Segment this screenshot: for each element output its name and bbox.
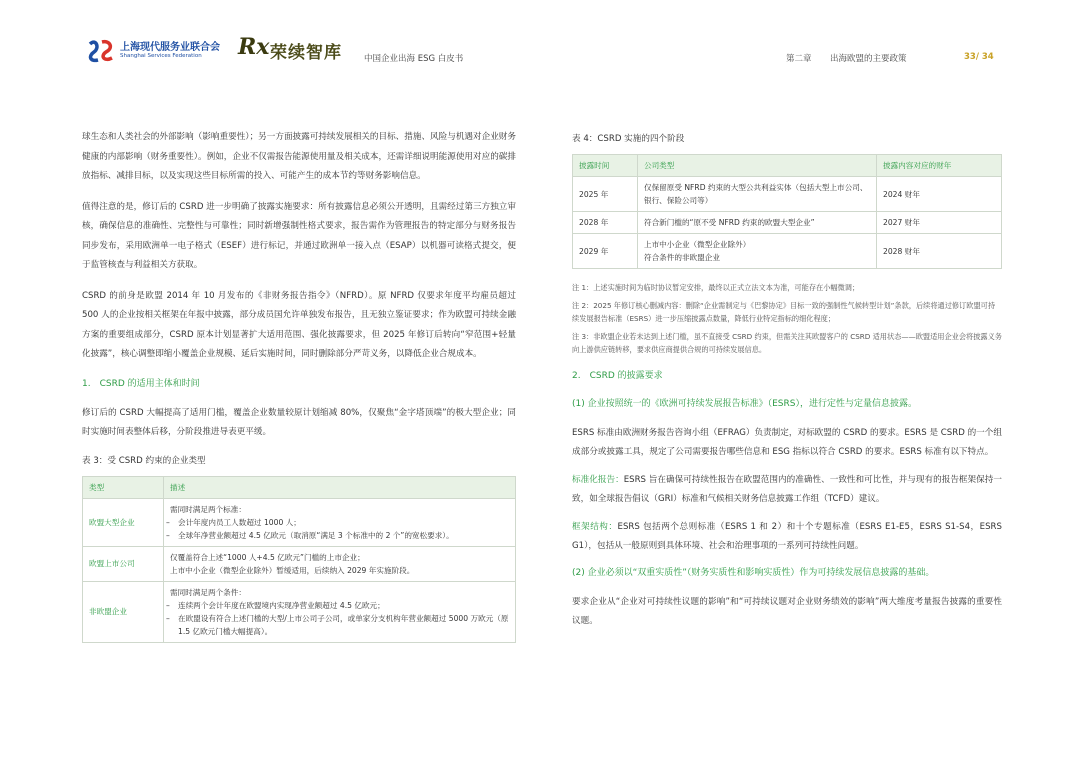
- table-cell: [164, 498, 516, 546]
- paragraph: ESRS 标准由欧洲财务报告咨询小组（EFRAG）负责制定，对标欧盟的 CSRD 的要求。ESRS 是 CSRD 的一个组成部分或披露工具，规定了公司需要报告哪些信息和 ESG 指标以符合 CSRD 的要求。ESRS 标准有以下特点。: [572, 428, 1002, 457]
- table-cell: 符合新门槛的“原不受 NFRD 约束的欧盟大型企业”: [638, 212, 877, 234]
- cell-line: 需同时满足两个标准：: [170, 504, 246, 514]
- table-cell: 2029 年: [573, 234, 638, 269]
- section-heading: 2. CSRD 的披露要求: [572, 371, 663, 381]
- cell-line: – 在欧盟设有符合上述门槛的大型/上市公司子公司，或单家分支机构年营业额超过 5000 万欧元（原 1.5 亿欧元门槛大幅提高）。: [170, 612, 509, 638]
- table-cell: 2028 财年: [877, 234, 1002, 269]
- left-column: [82, 128, 516, 643]
- org-name: 上海现代服务业联合会: [120, 42, 220, 53]
- cell-line: – 会计年度内员工人数超过 1000 人；: [170, 516, 509, 529]
- table-header-cell: 披露时间: [573, 155, 638, 177]
- table-row: [83, 498, 516, 546]
- table-cell: 仅保留原受 NFRD 约束的大型公共利益实体（包括大型上市公司、银行、保险公司等）: [638, 177, 877, 212]
- table-row: [83, 581, 516, 642]
- cell-line: – 全球年净营业额超过 4.5 亿欧元（取消原“满足 3 个标准中的 2 个”的宽松要求）。: [170, 529, 509, 542]
- table-caption: 表 4：CSRD 实施的四个阶段: [572, 134, 685, 144]
- table-cell: 欧盟上市公司: [83, 546, 164, 581]
- org-name-en: Shanghai Services Federation: [120, 53, 202, 59]
- table-cell: 欧盟大型企业: [83, 498, 164, 546]
- table-header-cell: 描述: [164, 476, 516, 498]
- phase-table: [572, 154, 1002, 269]
- table-cell: 2028 年: [573, 212, 638, 234]
- table-row: [83, 546, 516, 581]
- table-cell: 非欧盟企业: [83, 581, 164, 642]
- table-header-cell: 披露内容对应的财年: [877, 155, 1002, 177]
- paragraph-label: 标准化报告：: [572, 475, 624, 485]
- subsection-heading: (1) 企业按照统一的《欧洲可持续发展报告标准》（ESRS），进行定性与定量信息披露。: [572, 399, 917, 409]
- brand-mark: Rx: [238, 34, 270, 60]
- table-cell: 2025 年: [573, 177, 638, 212]
- doc-title: 中国企业出海 ESG 白皮书: [364, 54, 464, 64]
- page-number: 33/ 34: [964, 52, 994, 62]
- table-cell: 2024 财年: [877, 177, 1002, 212]
- table-header-row: [573, 155, 1002, 177]
- brand-name: 荣续智库: [270, 43, 342, 63]
- table-note: 注 1：上述实施时间为临时协议暂定安排，最终以正式立法文本为准，可能存在小幅微调；: [572, 283, 860, 292]
- table-note: 注 3：非欧盟企业若未达到上述门槛，虽不直接受 CSRD 约束，但需关注其欧盟客户的 CSRD 适用状态——欧盟适用企业会将披露义务向上游供应链转移，要求供应商提供合规的可持续发展信息。: [572, 332, 1002, 354]
- company-type-table: [82, 476, 516, 643]
- paragraph-text: ESRS 旨在确保可持续性报告在欧盟范围内的准确性、一致性和可比性，并与现有的报告框架保持一致，如全球报告倡议（GRI）标准和气候相关财务信息披露工作组（TCFD）建议。: [572, 475, 1002, 504]
- paragraph: 球生态和人类社会的外部影响（影响重要性）；另一方面披露可持续发展相关的目标、措施、风险与机遇对企业财务健康的内部影响（财务重要性）。例如，企业不仅需报告能源使用量及相关成本，还需详细说明能源使用对应的碳排放指标、减排目标，以及实现这些目标所需的投入、可能产生的成本节约等财务影响信息。: [82, 132, 516, 181]
- table-cell: 2027 财年: [877, 212, 1002, 234]
- table-cell: [164, 546, 516, 581]
- cell-line: 上市中小企业（微型企业除外）暂缓适用，后续纳入 2029 年实施阶段。: [170, 565, 415, 575]
- cell-line: 仅覆盖符合上述“1000 人+4.5 亿欧元”门槛的上市企业；: [170, 552, 365, 562]
- section-label: 出海欧盟的主要政策: [830, 54, 907, 64]
- table-row: [573, 212, 1002, 234]
- table-caption: 表 3：受 CSRD 约束的企业类型: [82, 455, 206, 466]
- chapter-label: 第二章: [786, 54, 812, 64]
- paragraph: 修订后的 CSRD 大幅提高了适用门槛，覆盖企业数量较原计划缩减 80%，仅聚焦“金字塔顶端”的极大型企业；同时实施时间表整体后移，分阶段推进导表更平缓。: [82, 407, 516, 437]
- cell-line: 需同时满足两个条件：: [170, 587, 246, 597]
- ssf-logo: [86, 36, 236, 66]
- table-note: 注 2：2025 年修订核心删减内容：删除“企业需制定与《巴黎协定》目标一致的强制性气候转型计划”条款，后续将通过修订欧盟可持续发展报告标准（ESRS）进一步压缩披露点数量，降低行业特定指标的细化程度；: [572, 301, 996, 323]
- section-heading: 1. CSRD 的适用主体和时间: [82, 378, 200, 389]
- paragraph: CSRD 的前身是欧盟 2014 年 10 月发布的《非财务报告指令》（NFRD）。原 NFRD 仅要求年度平均雇员超过 500 人的企业按相关框架在年报中披露，部分成员国允许单独发布报告，且无独立鉴证要求；作为欧盟可持续金融方案的重要组成部分，CSRD 原本计划显著扩大适用范围、强化披露要求，但 2025 年修订后转向“窄范围+轻量化披露”，核心调整即缩小覆盖企业规模、延后实施时间，同时删除部分严苛义务，以降低企业合规成本。: [82, 290, 516, 359]
- paragraph: 要求企业从“企业对可持续性议题的影响”和“可持续议题对企业财务绩效的影响”两大维度考量报告披露的重要性议题。: [572, 597, 1002, 626]
- ssf-logo-icon: [86, 38, 116, 64]
- paragraph: 值得注意的是，修订后的 CSRD 进一步明确了披露实施要求：所有披露信息必须公开透明，且需经过第三方独立审核，确保信息的准确性、完整性与可靠性；同时新增强制性格式要求，报告需作为管理报告的特定部分与财务报告同步发布，采用欧洲单一电子格式（ESEF）进行标记，并通过欧洲单一接入点（ESAP）以机器可读格式提交，便于监管核查与利益相关方获取。: [82, 201, 516, 270]
- table-cell: 上市中小企业（微型企业除外） 符合条件的非欧盟企业: [638, 234, 877, 269]
- table-cell: [164, 581, 516, 642]
- table-header-cell: 公司类型: [638, 155, 877, 177]
- table-row: [573, 177, 1002, 212]
- table-row: [573, 234, 1002, 269]
- subsection-heading: (2) 企业必须以“双重实质性”（财务实质性和影响实质性）作为可持续发展信息披露的基础。: [572, 568, 935, 578]
- paragraph: [572, 518, 1002, 556]
- cell-line: – 连续两个会计年度在欧盟境内实现净营业额超过 4.5 亿欧元；: [170, 599, 509, 612]
- paragraph-text: ESRS 包括两个总则标准（ESRS 1 和 2）和十个专题标准（ESRS E1-E5，ESRS S1-S4，ESRS G1），包括从一般原则到具体环境、社会和治理事项的一系列可持续性问题。: [572, 522, 1002, 551]
- table-header-row: [83, 476, 516, 498]
- table-header-cell: 类型: [83, 476, 164, 498]
- page-header: [86, 36, 1000, 70]
- right-column: [572, 132, 1002, 640]
- paragraph-label: 框架结构：: [572, 522, 618, 532]
- paragraph: [572, 471, 1002, 509]
